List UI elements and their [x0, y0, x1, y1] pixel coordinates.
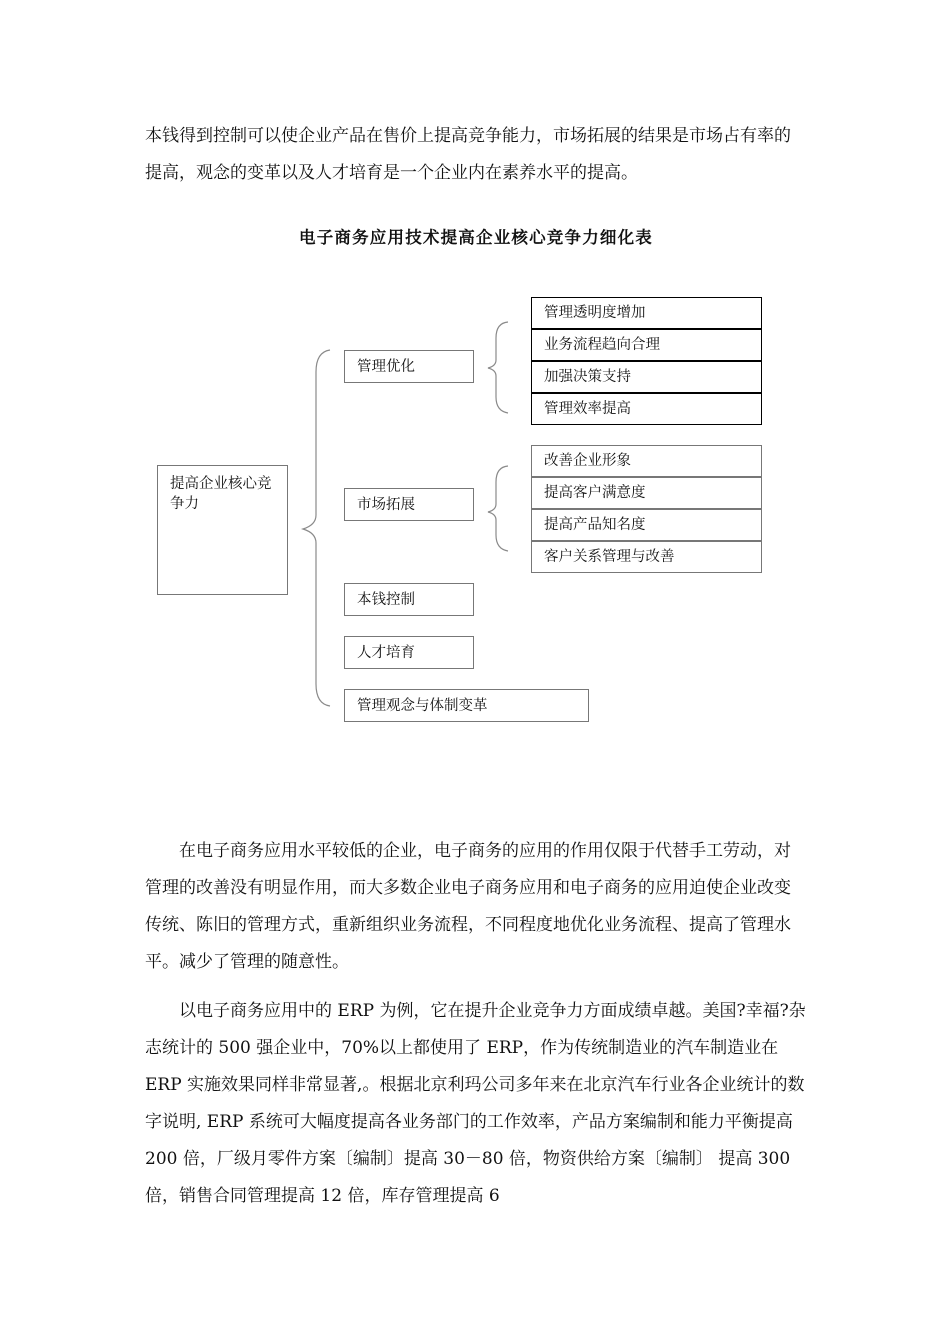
management-item: 管理透明度增加: [531, 297, 762, 329]
market-brace: [488, 466, 508, 551]
management-item: 业务流程趋向合理: [531, 329, 762, 361]
node-market-expansion: 市场拓展: [344, 488, 474, 521]
market-item: 提高产品知名度: [531, 509, 762, 541]
node-concept-reform: 管理观念与体制变革: [344, 689, 589, 722]
diagram-title: 电子商务应用技术提高企业核心竞争力细化表: [299, 228, 653, 247]
root-node: 提高企业核心竞争力: [157, 465, 288, 595]
market-item: 改善企业形象: [531, 445, 762, 477]
market-item: 提高客户满意度: [531, 477, 762, 509]
main-brace: [303, 350, 330, 706]
market-item: 客户关系管理与改善: [531, 541, 762, 573]
body-paragraph: 在电子商务应用水平较低的企业，电子商务的应用的作用仅限于代替手工劳动，对管理的改善没有明显作用，而大多数企业电子商务应用和电子商务的应用迫使企业改变传统、陈旧的管理方式，重新组织业务流程，不同程度地优化业务流程、提高了管理水平。减少了管理的随意性。: [145, 841, 791, 972]
management-item: 加强决策支持: [531, 361, 762, 393]
node-management-optimization: 管理优化: [344, 350, 474, 383]
node-talent-development: 人才培育: [344, 636, 474, 669]
management-item: 管理效率提高: [531, 393, 762, 425]
node-cost-control: 本钱控制: [344, 583, 474, 616]
body-paragraph: 以电子商务应用中的 ERP 为例，它在提升企业竞争力方面成绩卓越。美国?幸福?杂志统计的 500 强企业中，70%以上都使用了 ERP，作为传统制造业的汽车制造业在 ERP 实施效果同样非常显著,。根据北京利玛公司多年来在北京汽车行业各企业统计的数字说明, ERP 系统可大幅度提高各业务部门的工作效率，产品方案编制和能力平衡提高 200 倍，厂级月零件方案〔编制〕提高 30－80 倍，物资供给方案〔编制〕 提高 300 倍，销售合同管理提高 12 倍，库存管理提高 6: [145, 1001, 806, 1206]
management-brace: [488, 322, 508, 413]
intro-paragraph: 本钱得到控制可以使企业产品在售价上提高竞争能力，市场拓展的结果是市场占有率的提高，观念的变革以及人才培育是一个企业内在素养水平的提高。: [145, 126, 791, 183]
